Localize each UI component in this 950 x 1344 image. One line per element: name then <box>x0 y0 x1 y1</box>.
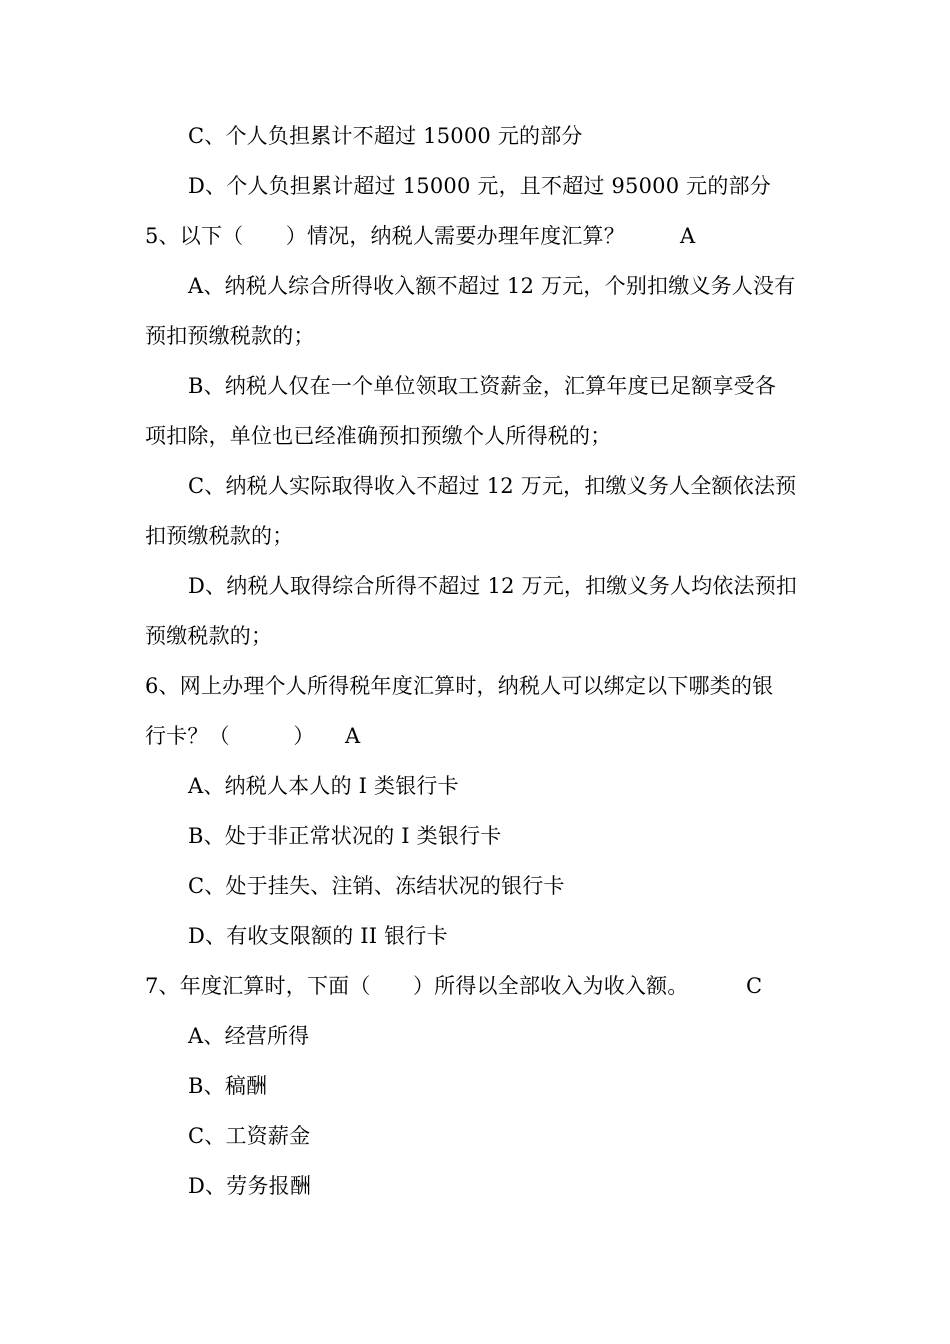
option-text: 预扣预缴税款的； <box>145 324 315 348</box>
option-c-q5 <box>0 472 950 500</box>
question-text: 行卡？（ ） <box>145 724 315 748</box>
option-c-q4 <box>0 122 950 150</box>
answer-label: A <box>680 224 696 248</box>
option-c-q5-continued <box>0 522 950 550</box>
question-text: 6、网上办理个人所得税年度汇算时，纳税人可以绑定以下哪类的银 <box>145 674 774 698</box>
option-c-q6 <box>0 872 950 900</box>
option-text: C、纳税人实际取得收入不超过 12 万元，扣缴义务人全额依法预 <box>188 474 797 498</box>
option-text: A、经营所得 <box>188 1024 310 1048</box>
question-5 <box>0 222 950 250</box>
option-text: D、有收支限额的 II 银行卡 <box>188 924 448 948</box>
option-text: D、个人负担累计超过 15000 元，且不超过 95000 元的部分 <box>188 174 771 198</box>
option-text: B、稿酬 <box>188 1074 268 1098</box>
option-d-q5 <box>0 572 950 600</box>
option-a-q5 <box>0 272 950 300</box>
option-a-q5-continued <box>0 322 950 350</box>
question-7 <box>0 972 950 1000</box>
option-a-q7 <box>0 1022 950 1050</box>
question-text: 5、以下（ ）情况，纳税人需要办理年度汇算？ <box>145 224 625 248</box>
question-6-continued <box>0 722 950 750</box>
option-d-q7 <box>0 1172 950 1200</box>
option-b-q6 <box>0 822 950 850</box>
option-b-q5-continued <box>0 422 950 450</box>
option-text: A、纳税人综合所得收入额不超过 12 万元，个别扣缴义务人没有 <box>188 274 796 298</box>
option-text: A、纳税人本人的 I 类银行卡 <box>188 774 459 798</box>
question-text: 7、年度汇算时，下面（ ）所得以全部收入为收入额。 <box>145 974 689 998</box>
option-text: D、劳务报酬 <box>188 1174 312 1198</box>
option-d-q5-continued <box>0 622 950 650</box>
option-text: C、工资薪金 <box>188 1124 311 1148</box>
option-text: 预缴税款的； <box>145 624 273 648</box>
option-text: 项扣除，单位也已经准确预扣预缴个人所得税的； <box>145 424 612 448</box>
option-c-q7 <box>0 1122 950 1150</box>
option-text: C、个人负担累计不超过 15000 元的部分 <box>188 124 583 148</box>
option-d-q6 <box>0 922 950 950</box>
answer-label: A <box>345 724 361 748</box>
option-b-q5 <box>0 372 950 400</box>
question-6 <box>0 672 950 700</box>
option-a-q6 <box>0 772 950 800</box>
option-text: B、纳税人仅在一个单位领取工资薪金，汇算年度已足额享受各 <box>188 374 777 398</box>
option-text: D、纳税人取得综合所得不超过 12 万元，扣缴义务人均依法预扣 <box>188 574 798 598</box>
option-text: 扣预缴税款的； <box>145 524 294 548</box>
option-b-q7 <box>0 1072 950 1100</box>
option-d-q4 <box>0 172 950 200</box>
answer-label: C <box>746 974 763 998</box>
option-text: C、处于挂失、注销、冻结状况的银行卡 <box>188 874 565 898</box>
option-text: B、处于非正常状况的 I 类银行卡 <box>188 824 502 848</box>
